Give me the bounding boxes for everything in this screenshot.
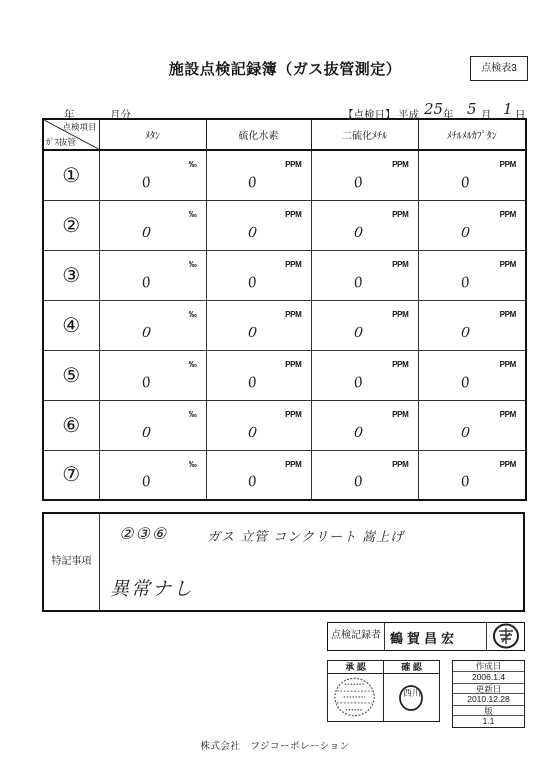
recorder-seal-cell <box>486 623 524 650</box>
remarks-pipe-marks: ②③⑥ <box>119 524 169 543</box>
pipe-number-label: ① <box>43 150 99 200</box>
form-title: 施設点検記録簿（ガス抜管測定） <box>168 61 402 78</box>
remarks-line-1: ガス 立管 コンクリート 嵩上げ <box>207 530 405 545</box>
measurement-cell-methyl-mercaptan <box>418 450 526 500</box>
unit-label: PPM <box>285 359 302 369</box>
unit-label: PPM <box>392 409 409 419</box>
inspection-date-era: 平成 <box>398 109 419 121</box>
handwritten-value: 0 <box>459 373 472 392</box>
measurement-cell-methyl-mercaptan <box>418 150 526 200</box>
pipe-number-label: ⑦ <box>43 450 99 500</box>
created-date: 2006.1.4 <box>471 672 506 682</box>
measurement-cell-methane <box>99 450 206 500</box>
company-footer: 株式会社 フジコーポレーション <box>200 741 350 752</box>
measurement-cell-methane <box>99 300 206 350</box>
handwritten-value: 0 <box>246 473 259 491</box>
corner-item-label: 点検項目 <box>62 122 97 132</box>
measurement-cell-methyl-mercaptan <box>418 300 526 350</box>
measurement-cell-methane <box>99 400 206 450</box>
updated-label: 更新日 <box>453 683 524 694</box>
period-year-label: 年 <box>64 109 75 121</box>
measurement-cell-dimethyl-disulfide <box>311 150 418 200</box>
handwritten-value: 0 <box>141 424 152 441</box>
recorder-box <box>327 622 525 651</box>
handwritten-value: 0 <box>460 324 471 341</box>
measurement-cell-methane <box>99 250 206 300</box>
confirm-cell <box>384 674 439 721</box>
table-row <box>43 200 526 250</box>
inspection-date-day: 1 <box>503 100 513 118</box>
handwritten-value: 0 <box>460 424 471 441</box>
unit-label: PPM <box>499 160 516 169</box>
handwritten-value: 0 <box>140 273 153 292</box>
pipe-number-label: ② <box>43 200 99 250</box>
unit-label: ‰ <box>188 359 197 369</box>
column-header-methane: ﾒﾀﾝ <box>99 119 206 150</box>
unit-label: PPM <box>285 459 302 469</box>
revision-box <box>452 660 525 728</box>
handwritten-value: 0 <box>352 173 365 192</box>
unit-label: ‰ <box>188 259 197 269</box>
unit-label: PPM <box>499 409 516 419</box>
remarks-line-2: 異常ナし <box>110 578 195 600</box>
inspection-date-month-unit: 月 <box>481 109 492 121</box>
inspection-date-year-unit: 年 <box>443 109 454 121</box>
measurement-cell-hydrogen-sulfide <box>206 300 311 350</box>
handwritten-value: 0 <box>247 424 258 441</box>
unit-label: PPM <box>285 309 302 319</box>
measurement-cell-methyl-mercaptan <box>418 400 526 450</box>
handwritten-value: 0 <box>247 324 258 341</box>
unit-label: PPM <box>392 459 409 469</box>
created-label: 作成日 <box>453 661 524 672</box>
measurement-cell-hydrogen-sulfide <box>206 250 311 300</box>
handwritten-value: 0 <box>246 373 259 392</box>
measurement-cell-dimethyl-disulfide <box>311 300 418 350</box>
measurement-cell-dimethyl-disulfide <box>311 350 418 400</box>
measurement-cell-methane <box>99 150 206 200</box>
handwritten-value: 0 <box>352 373 365 392</box>
handwritten-value: 0 <box>140 373 153 392</box>
table-row <box>43 300 526 350</box>
measurement-cell-dimethyl-disulfide <box>311 450 418 500</box>
unit-label: PPM <box>499 209 516 219</box>
handwritten-value: 0 <box>459 173 472 192</box>
measurement-cell-dimethyl-disulfide <box>311 200 418 250</box>
handwritten-value: 0 <box>246 173 259 192</box>
confirm-header: 確 認 <box>384 661 439 674</box>
unit-label: PPM <box>285 160 302 169</box>
handwritten-value: 0 <box>353 324 364 341</box>
column-header-hydrogen-sulfide: 硫化水素 <box>206 119 311 150</box>
table-header-row <box>43 119 526 150</box>
handwritten-value: 0 <box>246 273 259 292</box>
version-label: 版 <box>453 705 524 716</box>
unit-label: PPM <box>285 409 302 419</box>
handwritten-value: 0 <box>140 473 153 491</box>
measurement-cell-methyl-mercaptan <box>418 200 526 250</box>
table-row <box>43 150 526 200</box>
measurement-cell-dimethyl-disulfide <box>311 400 418 450</box>
remarks-label: 特記事項 <box>44 514 100 610</box>
unit-label: ‰ <box>188 160 197 169</box>
unit-label: PPM <box>285 259 302 269</box>
confirm-seal-text: 西川 <box>402 688 421 698</box>
pipe-number-label: ③ <box>43 250 99 300</box>
unit-label: PPM <box>499 459 516 469</box>
measurement-cell-hydrogen-sulfide <box>206 150 311 200</box>
table-body <box>43 150 526 500</box>
measurement-cell-methane <box>99 200 206 250</box>
unit-label: PPM <box>285 209 302 219</box>
unit-label: PPM <box>392 259 409 269</box>
recorder-label: 点検記録者 <box>328 623 385 650</box>
approval-box <box>327 660 440 722</box>
form-id-box: 点検表3 <box>470 56 528 81</box>
column-header-methyl-mercaptan: ﾒﾁﾙﾒﾙｶﾌﾟﾀﾝ <box>418 119 526 150</box>
measurement-cell-hydrogen-sulfide <box>206 400 311 450</box>
table-row <box>43 400 526 450</box>
remarks-box <box>42 512 525 612</box>
pipe-number-label: ④ <box>43 300 99 350</box>
inspection-date-month: 5 <box>467 100 477 118</box>
measurement-cell-methane <box>99 350 206 400</box>
recorder-name: 鶴賀昌宏 <box>390 631 459 646</box>
measurement-cell-dimethyl-disulfide <box>311 250 418 300</box>
unit-label: ‰ <box>188 459 197 469</box>
handwritten-value: 0 <box>353 224 364 241</box>
handwritten-value: 0 <box>459 273 472 292</box>
corner-header-cell <box>43 119 99 150</box>
handwritten-value: 0 <box>141 324 152 341</box>
approve-cell <box>328 674 384 721</box>
updated-date: 2010.12.28 <box>467 694 510 704</box>
handwritten-value: 0 <box>353 424 364 441</box>
handwritten-value: 0 <box>460 224 471 241</box>
unit-label: ‰ <box>188 409 197 419</box>
unit-label: PPM <box>499 309 516 319</box>
unit-label: PPM <box>499 359 516 369</box>
date-stamp <box>328 674 383 721</box>
version-number: 1.1 <box>482 716 495 726</box>
inspection-date-year: 25 <box>424 100 444 118</box>
handwritten-value: 0 <box>352 273 365 292</box>
pipe-number-label: ⑥ <box>43 400 99 450</box>
measurement-cell-hydrogen-sulfide <box>206 350 311 400</box>
measurement-table <box>42 118 527 501</box>
corner-pipe-label: ｶﾞｽ抜管 <box>46 137 76 147</box>
approve-header: 承 認 <box>328 661 384 674</box>
unit-label: ‰ <box>188 209 197 219</box>
pipe-number-label: ⑤ <box>43 350 99 400</box>
unit-label: PPM <box>392 160 409 169</box>
unit-label: PPM <box>392 359 409 369</box>
table-row <box>43 450 526 500</box>
measurement-cell-methyl-mercaptan <box>418 250 526 300</box>
handwritten-value: 0 <box>141 224 152 241</box>
unit-label: ‰ <box>188 309 197 319</box>
handwritten-value: 0 <box>140 173 153 192</box>
personal-seal-stamp <box>492 623 520 649</box>
column-header-dimethyl-disulfide: 二硫化ﾒﾁﾙ <box>311 119 418 150</box>
inspection-date-day-unit: 日 <box>515 109 526 121</box>
unit-label: PPM <box>392 309 409 319</box>
measurement-cell-hydrogen-sulfide <box>206 200 311 250</box>
period-month-label: 月分 <box>110 109 131 121</box>
unit-label: PPM <box>392 209 409 219</box>
measurement-cell-methyl-mercaptan <box>418 350 526 400</box>
inspection-date-label: 【点検日】 <box>343 109 396 121</box>
unit-label: PPM <box>499 259 516 269</box>
table-row <box>43 350 526 400</box>
measurement-cell-hydrogen-sulfide <box>206 450 311 500</box>
handwritten-value: 0 <box>459 473 472 491</box>
handwritten-value: 0 <box>352 473 365 491</box>
table-row <box>43 250 526 300</box>
handwritten-value: 0 <box>247 224 258 241</box>
